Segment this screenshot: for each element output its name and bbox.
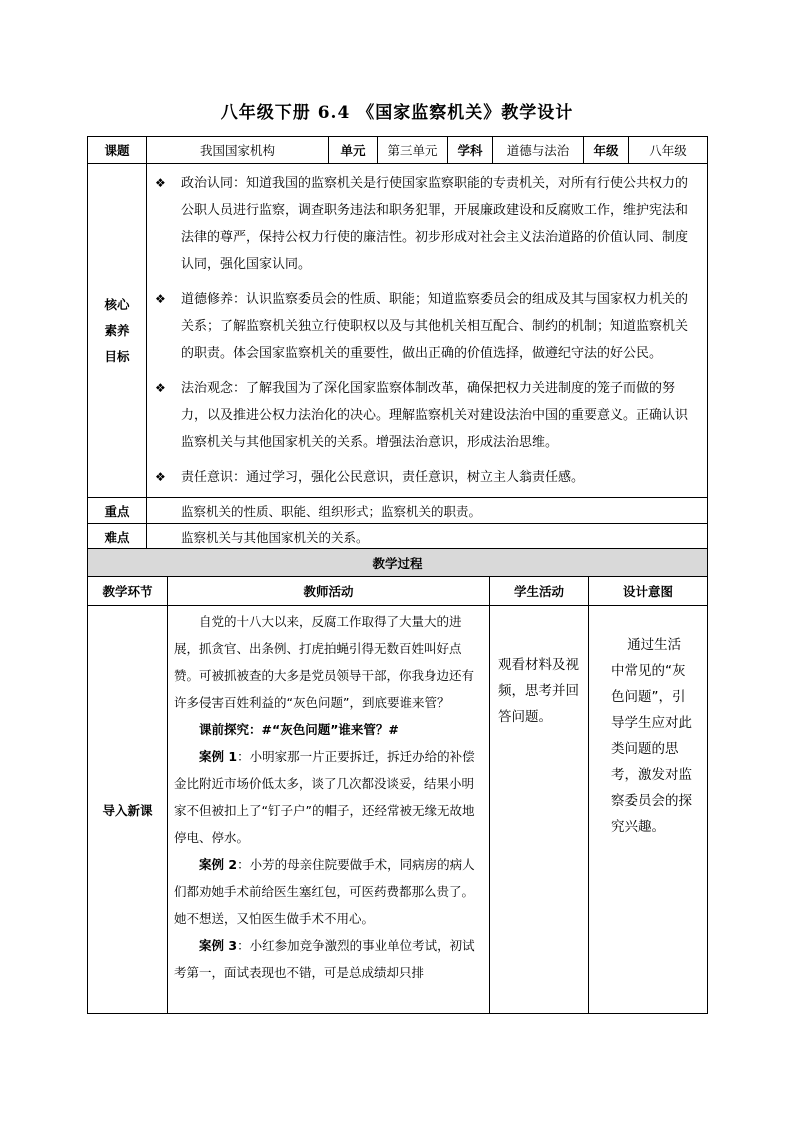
grade-label: 年级 <box>584 137 629 164</box>
case-2-label: 案例 2 <box>199 857 238 872</box>
difficult-point-row <box>88 524 708 551</box>
student-activity: 观看材料及视频，思考并回答问题。 <box>490 606 589 1014</box>
key-point-label: 重点 <box>88 498 147 524</box>
lesson-label: 课题 <box>88 137 147 164</box>
column-student: 学生活动 <box>490 577 589 606</box>
case-3 <box>174 932 483 986</box>
diamond-bullet-icon: ❖ <box>155 176 166 190</box>
document-title: 八年级下册 6.4 《国家监察机关》教学设计 <box>220 103 574 123</box>
lesson-value: 我国国家机构 <box>147 137 329 164</box>
design-intent-text: 通过生活中常见的“灰色问题”，引导学生应对此类问题的思考，激发对监察委员会的探究兴趣。 <box>611 637 692 835</box>
process-header-row <box>88 549 708 577</box>
lead-in-row <box>88 606 708 1014</box>
stage-name: 导入新课 <box>88 606 168 1014</box>
goal-item <box>147 282 707 371</box>
case-2 <box>174 851 483 932</box>
goals-label-line: 素养 <box>104 322 130 338</box>
case-2-text: ：小芳的母亲住院要做手术，同病房的病人们都劝她手术前给医生塞红包，可医药费都那么贵了。她不想送，又怕医生做手术不用心。 <box>174 857 475 926</box>
case-3-label: 案例 3 <box>199 938 238 953</box>
difficult-point-label: 难点 <box>88 524 147 551</box>
column-teacher: 教师活动 <box>168 577 490 606</box>
goals-label-line: 核心 <box>104 296 130 312</box>
info-row <box>88 137 708 164</box>
diamond-bullet-icon: ❖ <box>155 292 166 306</box>
design-intent <box>589 606 708 1014</box>
goals-content <box>147 164 708 498</box>
teacher-intro: 自党的十八大以来，反腐工作取得了大量大的进展，抓贪官、出条例、打虎拍蝇引得无数百姓叫好点赞。可被抓被查的大多是党员领导干部，你我身边还有许多侵害百姓利益的“灰色问题”，到底要谁来管？ <box>174 614 475 710</box>
goal-item <box>147 166 707 282</box>
grade-value: 八年级 <box>629 137 708 164</box>
subject-label: 学科 <box>448 137 493 164</box>
case-1-text: ：小明家那一片正要拆迁，拆迁办给的补偿金比附近市场价低太多，谈了几次都没谈妥，结果小明家不但被扣上了“钉子户”的帽子，还经常被无缘无故地停电、停水。 <box>174 749 475 845</box>
goal-item <box>147 371 707 460</box>
key-point-value: 监察机关的性质、职能、组织形式；监察机关的职责。 <box>147 498 708 524</box>
case-1-label: 案例 1 <box>199 749 238 764</box>
lesson-info-table <box>87 136 708 551</box>
goals-label <box>88 164 147 498</box>
column-intent: 设计意图 <box>589 577 708 606</box>
unit-label: 单元 <box>329 137 378 164</box>
diamond-bullet-icon: ❖ <box>155 470 166 484</box>
goal-text: 法治观念：了解我国为了深化国家监察体制改革，确保把权力关进制度的笼子而做的努力，以及推进公权力法治化的决心。理解监察机关对建设法治中国的重要意义。正确认识监察机关与其他国家机关的关系。增强法治意识，形成法治思维。 <box>181 381 689 450</box>
explore-prompt: 课前探究：#“灰色问题”谁来管？# <box>199 722 399 737</box>
goal-text: 道德修养：认识监察委员会的性质、职能；知道监察委员会的组成及其与国家权力机关的关系；了解监察机关独立行使职权以及与其他机关相互配合、制约的机制；知道监察机关的职责。体会国家监察机关的重要性，做出正确的价值选择，做遵纪守法的好公民。 <box>181 292 689 361</box>
process-header: 教学过程 <box>88 549 708 577</box>
diamond-bullet-icon: ❖ <box>155 381 166 395</box>
case-3-text: ：小红参加竞争激烈的事业单位考试，初试考第一，面试表现也不错，可是总成绩却只排 <box>174 938 475 980</box>
teacher-activity <box>168 606 490 1014</box>
unit-value: 第三单元 <box>378 137 448 164</box>
goals-row <box>88 164 708 498</box>
subject-value: 道德与法治 <box>493 137 584 164</box>
difficult-point-value: 监察机关与其他国家机关的关系。 <box>147 524 708 551</box>
column-stage: 教学环节 <box>88 577 168 606</box>
goal-item <box>147 460 707 495</box>
goal-text: 责任意识：通过学习，强化公民意识，责任意识，树立主人翁责任感。 <box>181 470 585 485</box>
process-columns-row <box>88 577 708 606</box>
teaching-process-table <box>87 548 708 1014</box>
key-point-row <box>88 498 708 524</box>
case-1 <box>174 743 483 851</box>
goal-text: 政治认同：知道我国的监察机关是行使国家监察职能的专责机关，对所有行使公共权力的公职人员进行监察，调查职务违法和职务犯罪，开展廉政建设和反腐败工作，维护宪法和法律的尊严，保持公权力行使的廉洁性。初步形成对社会主义法治道路的价值认同、制度认同，强化国家认同。 <box>181 176 689 272</box>
goals-label-line: 目标 <box>104 348 130 364</box>
